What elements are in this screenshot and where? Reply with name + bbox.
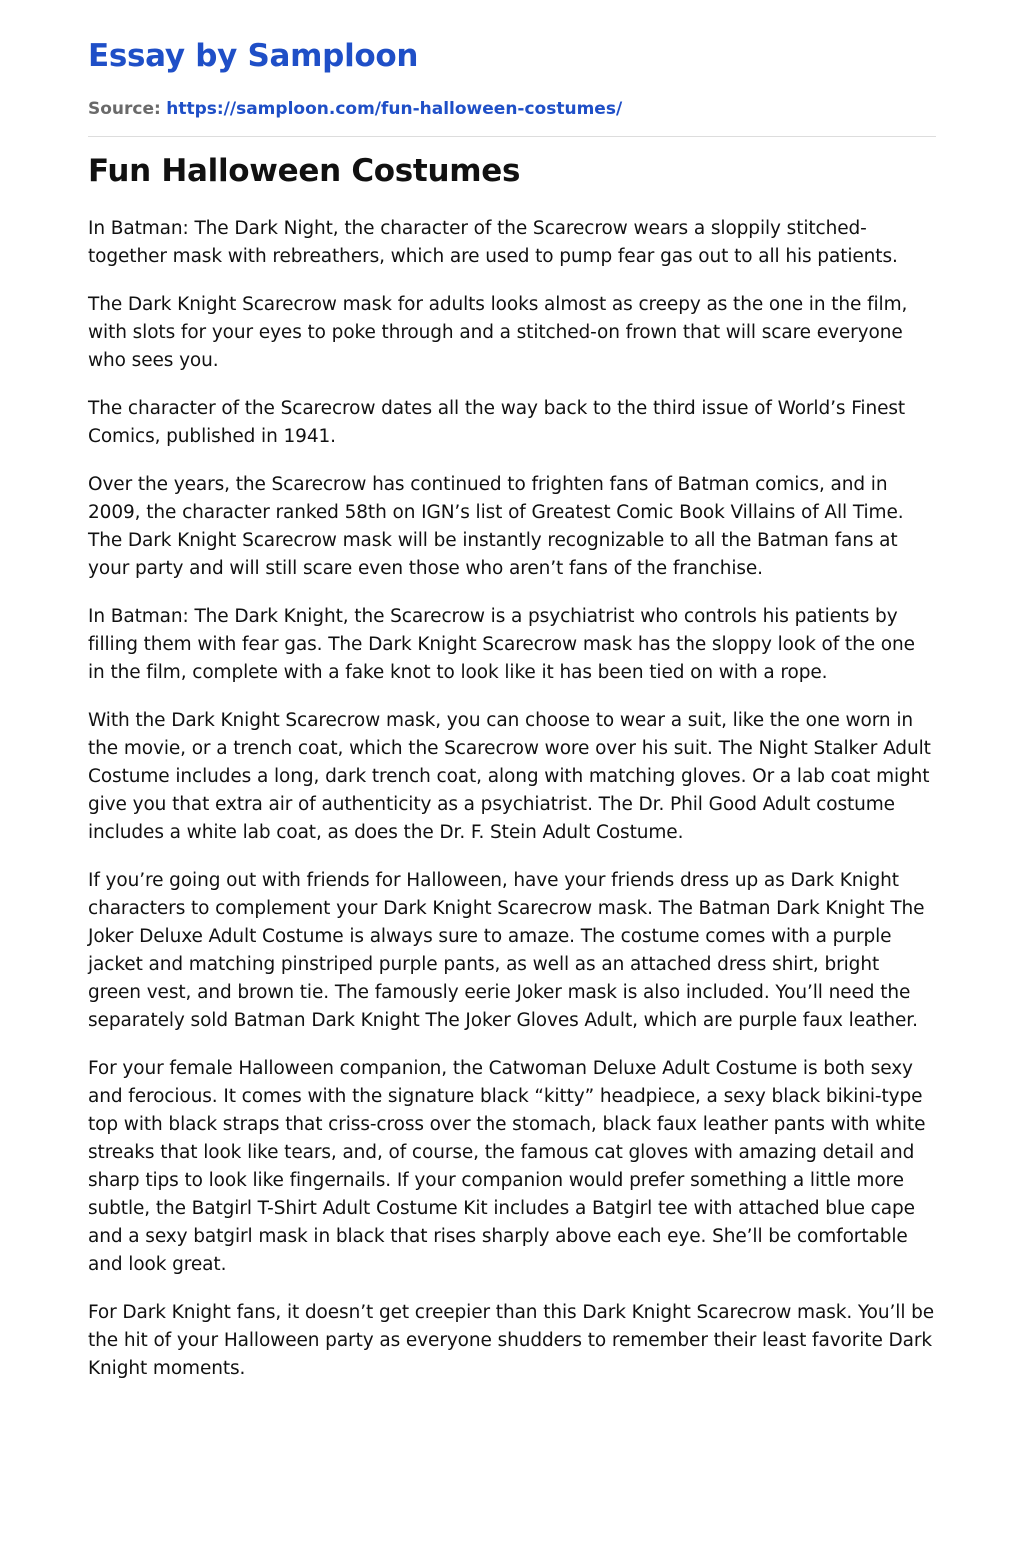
source-line bbox=[88, 96, 936, 122]
paragraph-3: The character of the Scarecrow dates all the way back to the third issue of World’s Finest Comics, published in 1941. bbox=[88, 398, 906, 447]
paragraph-5: In Batman: The Dark Knight, the Scarecrow is a psychiatrist who controls his patients by filling them with fear gas. The Dark Knight Scarecrow mask has the sloppy look of the one in the film, complete with a fake knot to look like it has been tied on with a rope. bbox=[88, 606, 915, 683]
essay-title: Fun Halloween Costumes bbox=[88, 153, 521, 189]
header-divider bbox=[88, 136, 936, 137]
paragraph-1: In Batman: The Dark Night, the character of the Scarecrow wears a sloppily stitched-together mask with rebreathers, which are used to pump fear gas out to all his patients. bbox=[88, 218, 898, 267]
source-label: Source: bbox=[88, 99, 161, 119]
paragraph-8: For your female Halloween companion, the Catwoman Deluxe Adult Costume is both sexy and ferocious. It comes with the signature black “kitty” headpiece, a sexy black bikini-type top with black straps that criss-cross over the stomach, black faux leather pants with white streaks that look like tears, and, of course, the famous cat gloves with amazing detail and sharp tips to look like fingernails. If your companion would prefer something a little more subtle, the Batgirl T-Shirt Adult Costume Kit includes a Batgirl tee with attached blue cape and a sexy batgirl mask in black that rises sharply above each eye. She’ll be comfortable and look great. bbox=[88, 1058, 926, 1275]
paragraph-6: With the Dark Knight Scarecrow mask, you can choose to wear a suit, like the one worn in the movie, or a trench coat, which the Scarecrow wore over his suit. The Night Stalker Adult Costume includes a long, dark trench coat, along with matching gloves. Or a lab coat might give you that extra air of authenticity as a psychiatrist. The Dr. Phil Good Adult costume includes a white lab coat, as does the Dr. F. Stein Adult Costume. bbox=[88, 710, 931, 843]
paragraph-7: If you’re going out with friends for Halloween, have your friends dress up as Dark Knight characters to complement your Dark Knight Scarecrow mask. The Batman Dark Knight The Joker Deluxe Adult Costume is always sure to amaze. The costume comes with a purple jacket and matching pinstriped purple pants, as well as an attached dress shirt, bright green vest, and brown tie. The famously eerie Joker mask is also included. You’ll need the separately sold Batman Dark Knight The Joker Gloves Adult, which are purple faux leather. bbox=[88, 870, 925, 1031]
paragraph-4: Over the years, the Scarecrow has continued to frighten fans of Batman comics, and in 2009, the character ranked 58th on IGN’s list of Greatest Comic Book Villains of All Time. The Dark Knight Scarecrow mask will be instantly recognizable to all the Batman fans at your party and will still scare even those who aren’t fans of the franchise. bbox=[88, 474, 904, 579]
essay-body bbox=[88, 215, 936, 1383]
source-link[interactable]: https://samploon.com/fun-halloween-costumes/ bbox=[166, 99, 623, 119]
paragraph-9: For Dark Knight fans, it doesn’t get creepier than this Dark Knight Scarecrow mask. You’ll be the hit of your Halloween party as everyone shudders to remember their least favorite Dark Knight moments. bbox=[88, 1302, 935, 1379]
site-brand-title: Essay by Samploon bbox=[88, 38, 419, 74]
paragraph-2: The Dark Knight Scarecrow mask for adults looks almost as creepy as the one in the film, with slots for your eyes to poke through and a stitched-on frown that will scare everyone who sees you. bbox=[88, 294, 908, 371]
essay-page bbox=[88, 0, 936, 1383]
